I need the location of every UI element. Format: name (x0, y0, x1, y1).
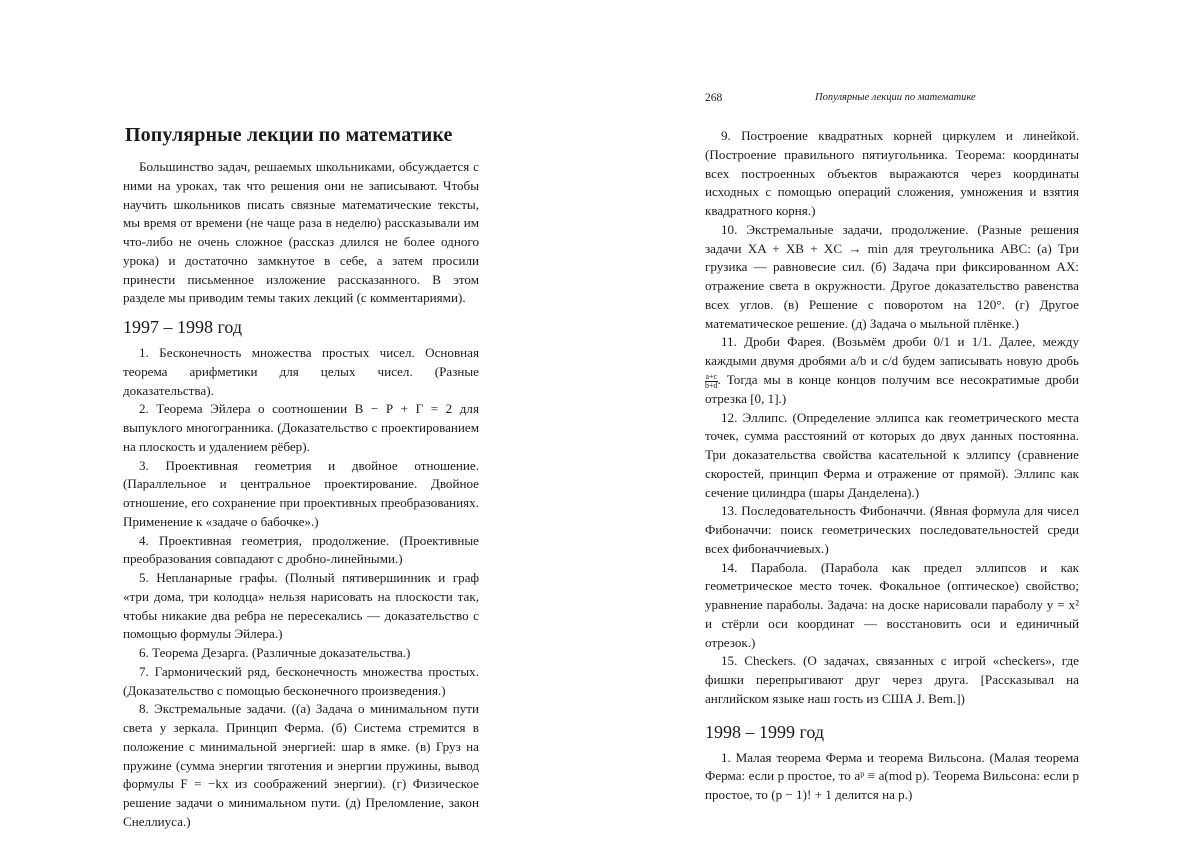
lecture-item: 3. Проективная геометрия и двойное отношение. (Параллельное и центральное проектирование. Двойное отношение, его сохранение при проективных преобразованиях. Применение к «задаче о бабочке».) (123, 457, 479, 532)
lecture-item-farey (705, 333, 1079, 408)
running-title: Популярные лекции по математике (815, 92, 976, 103)
chapter-title: Популярные лекции по математике (125, 124, 452, 147)
lecture-item: 4. Проективная геометрия, продолжение. (Проективные преобразования совпадают с дробно-линейными.) (123, 532, 479, 570)
intro-paragraph: Большинство задач, решаемых школьниками, обсуждается с ними на уроках, так что решения они не записывают. Чтобы научить школьников писать связные математические тексты, мы время от времени (не чаще раза в неделю) рассказывали им что-либо не очень сложное (рассказ длился не более одного урока) и достаточно замкнутое в себе, а затем просили принести письменное изложение рассказанного. В этом разделе мы приводим темы таких лекций (с комментариями). (123, 158, 479, 308)
lecture-item: 8. Экстремальные задачи. ((а) Задача о минимальном пути света у зеркала. Принцип Ферма. (б) Система стремится в положение с минимальной энергией: шар в ямке. (в) Груз на пружине (сумма энергии тяготения и энергии пружины, вывод формулы F = −kx из соображений энергии). (г) Физическое решение задачи о минимальном пути. (д) Преломление, закон Снеллиуса.) (123, 700, 479, 831)
lecture-item: 1. Малая теорема Ферма и теорема Вильсона. (Малая теорема Ферма: если p простое, то aᵖ ≡ a(mod p). Теорема Вильсона: если p простое, то (p − 1)! + 1 делится на p.) (705, 749, 1079, 805)
lecture-item: 13. Последовательность Фибоначчи. (Явная формула для чисел Фибоначчи: поиск геометрических последовательностей среди всех фибоначчиевых.) (705, 502, 1079, 558)
fraction-denominator: b+d (705, 382, 718, 390)
lecture-item: 6. Теорема Дезарга. (Различные доказательства.) (123, 644, 479, 663)
lecture-item: 14. Парабола. (Парабола как предел эллипсов и как геометрическое место точек. Фокальное (оптическое) свойство; уравнение параболы. Задача: на доске нарисовали параболу y = x² и стёрли оси координат — восстановить оси и единичный отрезок.) (705, 559, 1079, 653)
lecture-item: 9. Построение квадратных корней циркулем и линейкой. (Построение правильного пятиугольника. Теорема: координаты всех построенных объектов выражаются через координаты исходных с помощью операций сложения, умножения и взятия квадратного корня.) (705, 127, 1079, 221)
lecture-item: 10. Экстремальные задачи, продолжение. (Разные решения задачи XA + XB + XC → min для треугольника ABC: (а) Три грузика — равновесие сил. (б) Задача при фиксированном AX: отражение света в окружности. Другое доказательство равенства всех углов. (в) Решение с поворотом на 120°. (г) Другое математическое решение. (д) Задача о мыльной плёнке.) (705, 221, 1079, 334)
item-text: . Тогда мы в конце концов получим все несократимые дроби отрезка [0, 1].) (705, 372, 1079, 406)
section-heading-1997: 1997 – 1998 год (123, 316, 479, 338)
lecture-item: 1. Бесконечность множества простых чисел. Основная теорема арифметики для целых чисел. (Разные доказательства). (123, 344, 479, 400)
fraction-numerator: a+c (705, 373, 718, 382)
page-number: 268 (705, 92, 722, 104)
right-text-column (705, 127, 1079, 805)
item-text: 11. Дроби Фарея. (Возьмём дроби 0/1 и 1/1. Далее, между каждыми двумя дробями a/b и c/d будем записывать новую дробь (705, 334, 1079, 368)
fraction (705, 373, 718, 390)
lecture-item: 5. Непланарные графы. (Полный пятивершинник и граф «три дома, три колодца» нельзя нарисовать на плоскости так, чтобы никакие два ребра не пересекались — доказательство с помощью формулы Эйлера.) (123, 569, 479, 644)
left-text-column (123, 158, 479, 832)
section-heading-1998: 1998 – 1999 год (705, 721, 1079, 743)
lecture-item: 2. Теорема Эйлера о соотношении В − Р + Г = 2 для выпуклого многогранника. (Доказательство с проектированием на плоскость и удалением рёбер). (123, 400, 479, 456)
lecture-item: 7. Гармонический ряд, бесконечность множества простых. (Доказательство с помощью бесконечного произведения.) (123, 663, 479, 701)
lecture-item: 15. Checkers. (О задачах, связанных с игрой «checkers», где фишки перепрыгивают друг через друга. [Рассказывал на английском языке наш гость из США J. Bem.]) (705, 652, 1079, 708)
lecture-item: 12. Эллипс. (Определение эллипса как геометрического места точек, сумма расстояний от которых до двух данных постоянна. Три доказательства свойства касательной к эллипсу (сравнение скоростей, принцип Ферма и отражение от прямой). Эллипс как сечение цилиндра (шары Данделена).) (705, 409, 1079, 503)
